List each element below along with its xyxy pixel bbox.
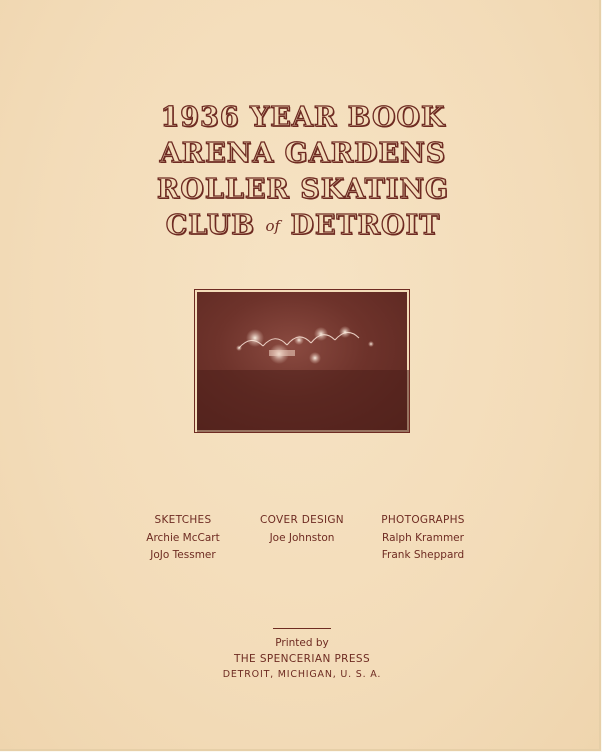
cover-design-heading: COVER DESIGN bbox=[260, 514, 344, 526]
title-line-3: ROLLER SKATING bbox=[156, 174, 450, 205]
printed-by-label: Printed by bbox=[275, 637, 329, 649]
credits-photographs bbox=[368, 512, 478, 565]
title-line-1: 1936 YEAR BOOK bbox=[160, 102, 446, 133]
printer-location: DETROIT, MICHIGAN, U. S. A. bbox=[222, 669, 382, 680]
printer-name: THE SPENCERIAN PRESS bbox=[233, 653, 371, 665]
light-glow-2 bbox=[314, 327, 328, 341]
photographs-name: Ralph Krammer bbox=[382, 531, 464, 544]
title-line-4 bbox=[0, 208, 602, 244]
photographs-heading: PHOTOGRAPHS bbox=[381, 514, 465, 526]
light-glow-4 bbox=[294, 335, 304, 345]
light-glow-1 bbox=[246, 329, 264, 347]
sketches-heading: SKETCHES bbox=[154, 514, 212, 526]
light-glow-3 bbox=[339, 326, 351, 338]
light-glow-8 bbox=[236, 345, 242, 351]
credits-sketches bbox=[128, 512, 238, 565]
title-club-word: CLUB bbox=[165, 210, 256, 241]
credits-cover-design bbox=[246, 512, 358, 547]
light-glow-6 bbox=[309, 352, 321, 364]
light-glow-7 bbox=[368, 341, 374, 347]
photographs-name: Frank Sheppard bbox=[381, 549, 465, 561]
imprint-divider bbox=[273, 628, 331, 629]
title-line-2: ARENA GARDENS bbox=[159, 138, 447, 169]
title-detroit-word: DETROIT bbox=[290, 210, 441, 241]
arena-lights-illustration bbox=[195, 290, 411, 434]
sketches-name: JoJo Tessmer bbox=[150, 549, 216, 561]
printer-imprint bbox=[0, 632, 602, 682]
cover-design-name: Joe Johnston bbox=[269, 531, 335, 544]
arena-night-photo bbox=[194, 289, 410, 433]
cover-title bbox=[0, 100, 602, 244]
sketches-name: Archie McCart bbox=[146, 531, 220, 544]
lit-building bbox=[269, 350, 295, 356]
title-of-word: of bbox=[265, 217, 281, 235]
photo-foreground-shadow bbox=[197, 370, 409, 432]
